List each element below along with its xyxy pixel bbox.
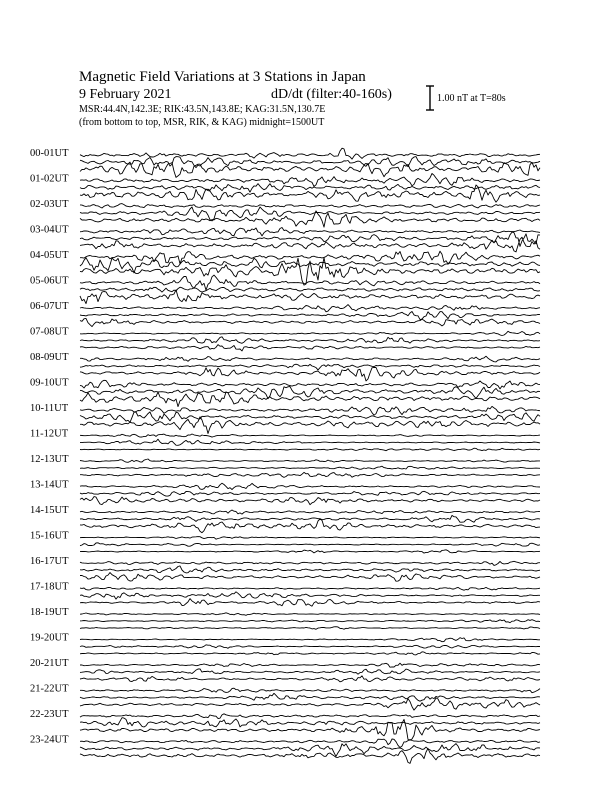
trace-kag-12-13ut [80,459,540,462]
hour-label: 22-23UT [30,709,69,720]
hour-label: 21-22UT [30,683,69,695]
trace-rik-06-07ut [80,312,540,320]
scale-bar-label: 1.00 nT at T=80s [437,93,506,104]
trace-kag-15-16ut [80,537,540,540]
trace-rik-17-18ut [80,592,540,599]
trace-kag-17-18ut [80,587,540,590]
trace-kag-03-04ut [80,228,540,236]
trace-kag-19-20ut [80,638,540,642]
trace-msr-07-08ut [80,345,540,351]
hour-label-group [30,148,69,746]
station-coordinates: MSR:44.4N,142.3E; RIK:43.5N,143.8E; KAG:31.5N,130.7E [79,104,326,115]
hour-label: 20-21UT [30,658,69,669]
trace-msr-12-13ut [80,472,540,477]
hour-label: 09-10UT [30,377,69,389]
hour-label: 00-01UT [30,148,69,159]
hour-label: 02-03UT [30,199,69,210]
hour-label: 13-14UT [30,479,69,491]
hour-label: 05-06UT [30,275,69,287]
hour-label: 10-11UT [30,403,69,414]
hour-label: 18-19UT [30,607,69,618]
trace-group [80,148,540,763]
trace-msr-11-12ut [80,448,540,451]
trace-kag-13-14ut [80,483,540,489]
hour-label: 08-09UT [30,352,69,363]
trace-rik-09-10ut [80,387,540,399]
trace-msr-19-20ut [80,652,540,655]
trace-msr-06-07ut [80,318,540,326]
trace-msr-17-18ut [80,599,540,607]
trace-kag-18-19ut [80,613,540,616]
hour-label: 12-13UT [30,454,69,465]
trace-rik-21-22ut [80,693,540,701]
trace-msr-20-21ut [80,676,540,682]
trace-msr-10-11ut [80,417,540,434]
hour-label: 14-15UT [30,505,69,516]
trace-kag-14-15ut [80,510,540,514]
trace-rik-18-19ut [80,620,540,623]
scale-bar [426,86,434,110]
trace-kag-20-21ut [80,663,540,667]
hour-label: 03-04UT [30,224,69,236]
trace-kag-11-12ut [80,434,540,437]
trace-rik-16-17ut [80,566,540,573]
trace-kag-07-08ut [80,331,540,335]
trace-kag-01-02ut [80,174,540,187]
trace-rik-08-09ut [80,364,540,370]
hour-label: 16-17UT [30,556,69,567]
trace-rik-15-16ut [80,543,540,546]
trace-rik-01-02ut [80,184,540,193]
chart-date: 9 February 2021 [79,87,172,102]
trace-msr-08-09ut [80,367,540,381]
hour-label: 11-12UT [30,428,69,440]
hour-label: 01-02UT [30,173,69,185]
trace-msr-05-06ut [80,290,540,304]
trace-rik-19-20ut [80,645,540,649]
trace-rik-20-21ut [80,669,540,674]
trace-rik-10-11ut [80,412,540,422]
hour-label: 23-24UT [30,734,69,746]
trace-kag-05-06ut [80,275,540,290]
trace-kag-21-22ut [80,688,540,693]
hour-label: 07-08UT [30,326,69,338]
trace-rik-05-06ut [80,287,540,292]
trace-rik-07-08ut [80,337,540,344]
trace-kag-10-11ut [80,406,540,415]
trace-kag-02-03ut [80,204,540,208]
hour-label: 15-16UT [30,530,69,542]
chart-title: Magnetic Field Variations at 3 Stations in Japan [79,69,366,85]
hour-label: 17-18UT [30,581,69,593]
trace-kag-23-24ut [80,739,540,748]
trace-msr-21-22ut [80,698,540,710]
trace-msr-02-03ut [80,211,540,227]
trace-msr-13-14ut [80,497,540,505]
hour-label: 06-07UT [30,301,69,312]
trace-kag-22-23ut [80,714,540,719]
trace-rik-11-12ut [80,439,540,445]
trace-kag-06-07ut [80,305,540,312]
trace-rik-04-05ut [80,258,540,273]
trace-kag-16-17ut [80,561,540,565]
trace-rik-22-23ut [80,718,540,727]
hour-label: 19-20UT [30,632,69,644]
trace-msr-04-05ut [80,258,540,286]
station-order-note: (from bottom to top, MSR, RIK, & KAG) midnight=1500UT [79,117,325,128]
trace-kag-09-10ut [80,380,540,389]
trace-msr-16-17ut [80,573,540,582]
trace-kag-00-01ut [80,148,540,159]
hour-label: 04-05UT [30,250,69,261]
trace-msr-18-19ut [80,627,540,630]
trace-kag-08-09ut [80,356,540,362]
trace-rik-13-14ut [80,491,540,496]
trace-rik-00-01ut [80,157,540,168]
chart-quantity: dD/dt (filter:40-160s) [271,87,392,102]
trace-rik-12-13ut [80,466,540,469]
trace-msr-00-01ut [80,162,540,177]
trace-msr-15-16ut [80,550,540,553]
trace-msr-09-10ut [80,392,540,407]
trace-rik-14-15ut [80,515,540,522]
